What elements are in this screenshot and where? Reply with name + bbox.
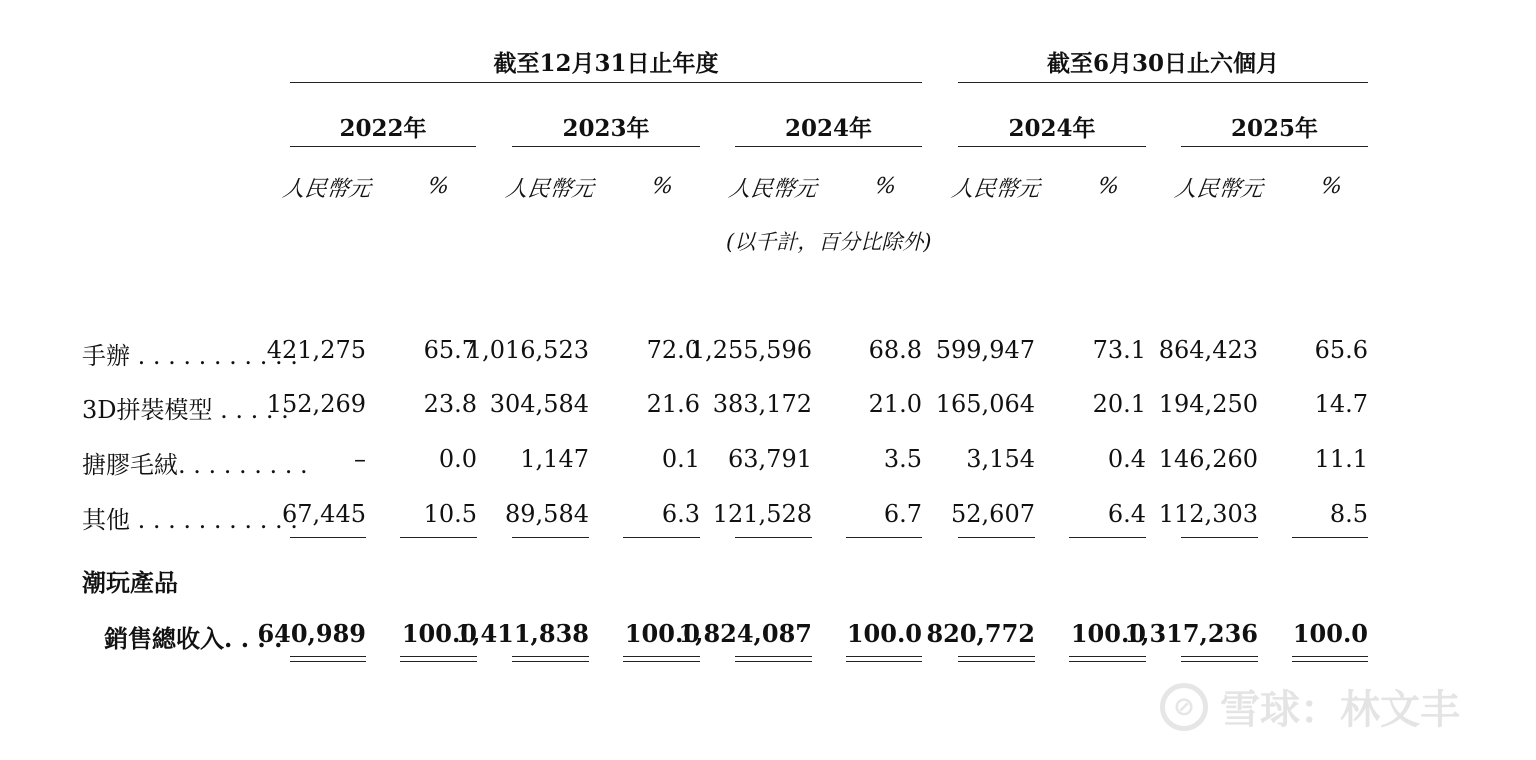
total-cell: 1,411,838 xyxy=(455,619,589,648)
year-header-2024-interim: 2024年 xyxy=(1008,115,1096,142)
total-label-line2: 銷售總收入. . . . xyxy=(104,624,283,653)
table-cell: 121,528 xyxy=(712,500,812,528)
row-label: 搪膠毛絨. . . . . . . . . xyxy=(82,451,308,479)
table-cell: 65.7 xyxy=(423,336,477,364)
total-cell: 100.0 xyxy=(846,619,922,648)
total-double-rule xyxy=(623,656,700,662)
table-cell: 21.6 xyxy=(646,390,700,418)
subtotal-rule xyxy=(1292,537,1368,538)
total-double-rule xyxy=(735,656,812,662)
table-cell: 1,147 xyxy=(520,445,589,473)
table-cell: 20.1 xyxy=(1092,390,1146,418)
table-cell: 63,791 xyxy=(728,445,812,473)
year-rule xyxy=(512,146,700,147)
subtotal-rule xyxy=(623,537,700,538)
total-cell: 100.0 xyxy=(401,619,477,648)
table-cell: 3.5 xyxy=(883,445,922,473)
total-double-rule xyxy=(400,656,477,662)
table-cell: 0.1 xyxy=(661,445,700,473)
table-cell: 73.1 xyxy=(1092,336,1146,364)
unit-rmb: 人民幣元 xyxy=(1172,177,1265,202)
period-annual-header: 截至12月31日止年度 xyxy=(493,50,719,77)
period-annual-rule xyxy=(290,82,922,83)
total-cell: 100.0 xyxy=(1292,619,1368,648)
table-cell: 146,260 xyxy=(1158,445,1258,473)
period-interim-header: 截至6月30日止六個月 xyxy=(1046,50,1279,77)
unit-pct: % xyxy=(873,174,898,199)
row-label: 其他 . . . . . . . . . . . xyxy=(82,506,298,534)
unit-rmb: 人民幣元 xyxy=(280,177,373,202)
total-double-rule xyxy=(958,656,1035,662)
table-cell: 21.0 xyxy=(868,390,922,418)
year-rule xyxy=(958,146,1146,147)
total-double-rule xyxy=(512,656,589,662)
subtotal-rule xyxy=(735,537,812,538)
table-cell: 304,584 xyxy=(489,390,589,418)
table-cell: 864,423 xyxy=(1158,336,1258,364)
total-double-rule xyxy=(846,656,922,662)
total-cell: 1,317,236 xyxy=(1124,619,1258,648)
period-interim-rule xyxy=(958,82,1368,83)
watermark xyxy=(1160,678,1460,735)
total-label-line1: 潮玩產品 xyxy=(82,568,178,597)
year-rule xyxy=(1181,146,1368,147)
table-cell: 383,172 xyxy=(712,390,812,418)
table-cell: 1,255,596 xyxy=(689,336,812,364)
row-label: 3D拼裝模型 . . . . . xyxy=(82,396,289,424)
table-cell: 421,275 xyxy=(266,336,366,364)
table-cell: – xyxy=(354,445,366,473)
row-label: 手辦 . . . . . . . . . . . xyxy=(82,342,298,370)
year-header-2025: 2025年 xyxy=(1230,115,1318,142)
snowball-logo-icon: ⊘ xyxy=(1160,683,1208,731)
unit-rmb: 人民幣元 xyxy=(726,177,819,202)
table-cell: 68.8 xyxy=(868,336,922,364)
total-double-rule xyxy=(1181,656,1258,662)
table-cell: 14.7 xyxy=(1314,390,1368,418)
total-double-rule xyxy=(290,656,366,662)
table-cell: 10.5 xyxy=(423,500,477,528)
total-cell: 640,989 xyxy=(257,619,366,648)
table-cell: 67,445 xyxy=(282,500,366,528)
table-cell: 0.0 xyxy=(438,445,477,473)
table-cell: 194,250 xyxy=(1158,390,1258,418)
total-double-rule xyxy=(1069,656,1146,662)
table-cell: 65.6 xyxy=(1314,336,1368,364)
table-cell: 23.8 xyxy=(423,390,477,418)
unit-rmb: 人民幣元 xyxy=(503,177,596,202)
unit-pct: % xyxy=(426,174,451,199)
table-cell: 112,303 xyxy=(1158,500,1258,528)
unit-pct: % xyxy=(1096,174,1121,199)
total-cell: 100.0 xyxy=(1070,619,1146,648)
table-cell: 72.0 xyxy=(646,336,700,364)
total-cell: 100.0 xyxy=(624,619,700,648)
subtotal-rule xyxy=(290,537,366,538)
table-cell: 3,154 xyxy=(966,445,1035,473)
subtotal-rule xyxy=(846,537,922,538)
watermark-text: 雪球：林文丰 xyxy=(1220,687,1460,733)
table-cell: 6.4 xyxy=(1107,500,1146,528)
year-rule xyxy=(290,146,476,147)
year-header-2022: 2022年 xyxy=(339,115,427,142)
table-cell: 52,607 xyxy=(951,500,1035,528)
subtotal-rule xyxy=(958,537,1035,538)
subtotal-rule xyxy=(512,537,589,538)
table-cell: 152,269 xyxy=(266,390,366,418)
subtotal-rule xyxy=(1069,537,1146,538)
table-cell: 6.3 xyxy=(661,500,700,528)
table-cell: 6.7 xyxy=(883,500,922,528)
table-cell: 1,016,523 xyxy=(466,336,589,364)
year-header-2024: 2024年 xyxy=(784,115,872,142)
table-cell: 11.1 xyxy=(1314,445,1368,473)
unit-pct: % xyxy=(650,174,675,199)
unit-pct: % xyxy=(1319,174,1344,199)
year-rule xyxy=(735,146,922,147)
table-cell: 89,584 xyxy=(505,500,589,528)
table-cell: 8.5 xyxy=(1329,500,1368,528)
table-cell: 0.4 xyxy=(1107,445,1146,473)
year-header-2023: 2023年 xyxy=(562,115,650,142)
subtotal-rule xyxy=(1181,537,1258,538)
unit-note: (以千計，百分比除外) xyxy=(726,230,932,254)
table-cell: 165,064 xyxy=(935,390,1035,418)
total-double-rule xyxy=(1292,656,1368,662)
unit-rmb: 人民幣元 xyxy=(949,177,1042,202)
subtotal-rule xyxy=(400,537,477,538)
table-cell: 599,947 xyxy=(935,336,1035,364)
total-cell: 1,824,087 xyxy=(678,619,812,648)
total-cell: 820,772 xyxy=(926,619,1035,648)
